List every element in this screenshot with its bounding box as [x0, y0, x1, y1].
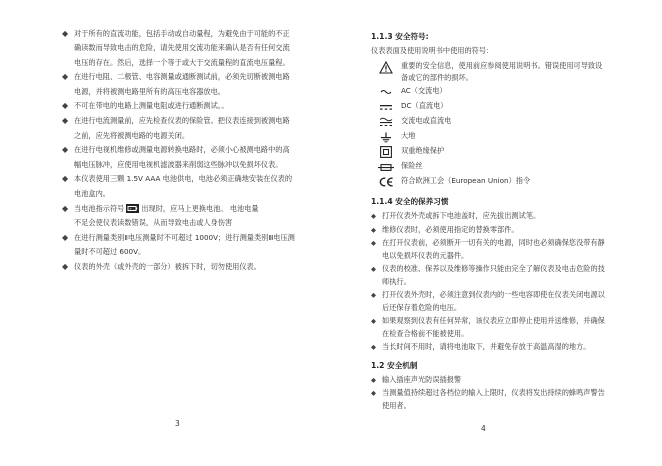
bullet-icon: ◆ [371, 389, 376, 398]
symbol-row: 符合欧洲工会（European Union）指令 [371, 175, 603, 189]
symbol-row: DC（直流电） [371, 100, 603, 114]
fuse-icon [371, 160, 401, 174]
section-heading-maintenance: 1.1.4 安全的保养习惯 [371, 197, 449, 207]
section-heading-protection: 1.2 安全机制 [371, 361, 418, 371]
bullet-icon: ◆ [371, 317, 376, 326]
list-item: ◆ 在进行电流测量前，应先检查仪表的保险管。把仪表连接到被测电路之前，应先将被测电路的电源关闭。 [62, 116, 290, 140]
symbol-row: 重要的安全信息，使用前应参阅使用说明书。错误使用可导致设备或它的部件的损坏。 [371, 60, 603, 84]
section-intro: 仪表表面及使用说明书中使用的符号： [371, 46, 494, 55]
list-item: ◆ 当测量值持续超过各档位的输入上限时，仪表将发出持续的蜂鸣声警告使用者。 [371, 388, 605, 411]
ce-mark-icon [371, 175, 401, 189]
bullet-icon: ◆ [371, 239, 376, 247]
bullet-icon: ◆ [62, 145, 69, 155]
left-safety-list [60, 27, 296, 275]
double-insulation-icon [371, 145, 401, 159]
list-item: ◆ 仪表的外壳（或外壳的一部分）被拆下时，切勿使用仪表。 [60, 260, 296, 274]
list-item: ◆ 维修仪表时，必须使用指定的替换零部件。 [371, 224, 611, 237]
bullet-icon: ◆ [62, 261, 69, 271]
svg-text:+ -: + - [129, 206, 135, 211]
ac-icon [371, 85, 401, 99]
symbol-table [371, 60, 603, 189]
bullet-icon: ◆ [371, 212, 376, 221]
maintenance-list [371, 210, 611, 354]
dc-icon [371, 100, 401, 114]
symbol-row: 交流电或直流电 [371, 115, 603, 129]
bullet-icon: ◆ [62, 101, 69, 111]
protection-list [371, 374, 611, 413]
list-item: ◆ 仪表的校准、保养以及维修等操作只能由完全了解仪表及电击危险的技师执行。 [371, 264, 605, 286]
bullet-icon: ◆ [371, 291, 376, 300]
warning-triangle-icon [371, 60, 401, 74]
bullet-icon: ◆ [62, 29, 69, 38]
section-heading-safety-symbols: 1.1.3 安全符号: [371, 32, 429, 41]
list-item: ◆ 在进行测量类别Ⅱ电压测量时不可超过 1000V；进行测量类别Ⅲ电压测量时不可超过 600V。 [62, 232, 295, 256]
list-item: ◆ 当电池指示符号 + - 出现时，应马上更换电池。 电池电量 不足会使仪表读数错误，从而导致电击或人身伤害 [62, 203, 259, 227]
list-item: ◆ 本仪表使用三颗 1.5V AAA 电池供电，电池必须正确地安装在仪表的电池盒内。 [62, 174, 293, 198]
page-number: 3 [175, 419, 180, 428]
list-item: ◆ 在进行电视机维修或测量电源转换电路时，必须小心被测电路中的高幅电压脉冲，应使用电视机滤波器来削弱这些脉冲以免损坏仪表。 [62, 145, 290, 169]
low-battery-icon [126, 204, 139, 213]
right-page [331, 0, 662, 466]
page-number: 4 [481, 424, 486, 433]
list-item: ◆ 输入插座声光防误插报警 [371, 374, 611, 387]
list-item: ◆ 在进行电阻、二极管、电容测量或通断测试前，必须先切断被测电路电源，并将被测电路里所有的高压电容器放电。 [62, 72, 290, 96]
symbol-row: AC（交流电） [371, 85, 603, 99]
bullet-icon: ◆ [371, 376, 376, 385]
list-item: ◆ 打开仪表外壳或拆下电池盖时，应先拔出测试笔。 [371, 210, 611, 223]
list-item: ◆ 打开仪表外壳时，必须注意到仪表内的一些电容即使在仪表关闭电源以后还保存着危险的电压。 [371, 290, 605, 312]
bullet-icon: ◆ [62, 72, 69, 82]
ground-icon [371, 130, 401, 144]
list-item: ◆ 不可在带电的电路上测量电阻或进行通断测试。。 [60, 99, 296, 113]
bullet-icon: ◆ [371, 343, 376, 352]
bullet-icon: ◆ [62, 174, 69, 184]
symbol-row: 双重绝缘保护 [371, 145, 603, 159]
list-item: ◆ 在打开仪表前，必须断开一切有关的电源，同时也必须确保您没带有静电以免损坏仪表的元器件。 [371, 238, 605, 260]
bullet-icon: ◆ [62, 232, 69, 242]
symbol-row: 保险丝 [371, 160, 603, 174]
list-item: ◆ 当长时间不用时，请将电池取下，并避免存放于高温高湿的地方。 [371, 341, 611, 354]
bullet-icon: ◆ [62, 203, 69, 213]
bullet-icon: ◆ [371, 265, 376, 274]
bullet-icon: ◆ [371, 225, 376, 234]
list-item: ◆ 对于所有的直流功能，包括手动或自动量程，为避免由于可能的不正确读数而导致电击的危险，请先使用交流功能来确认是否有任何交流电压的存在。然后，选择一个等于或大于交流量程的直流电压量程。 [62, 29, 290, 67]
list-item: ◆ 如果观察到仪表有任何异常，该仪表应立即停止使用并送维修，并确保在检查合格前不能被使用。 [371, 316, 605, 339]
symbol-row: 大地 [371, 130, 603, 144]
ac-dc-icon [371, 115, 401, 129]
bullet-icon: ◆ [62, 116, 69, 126]
